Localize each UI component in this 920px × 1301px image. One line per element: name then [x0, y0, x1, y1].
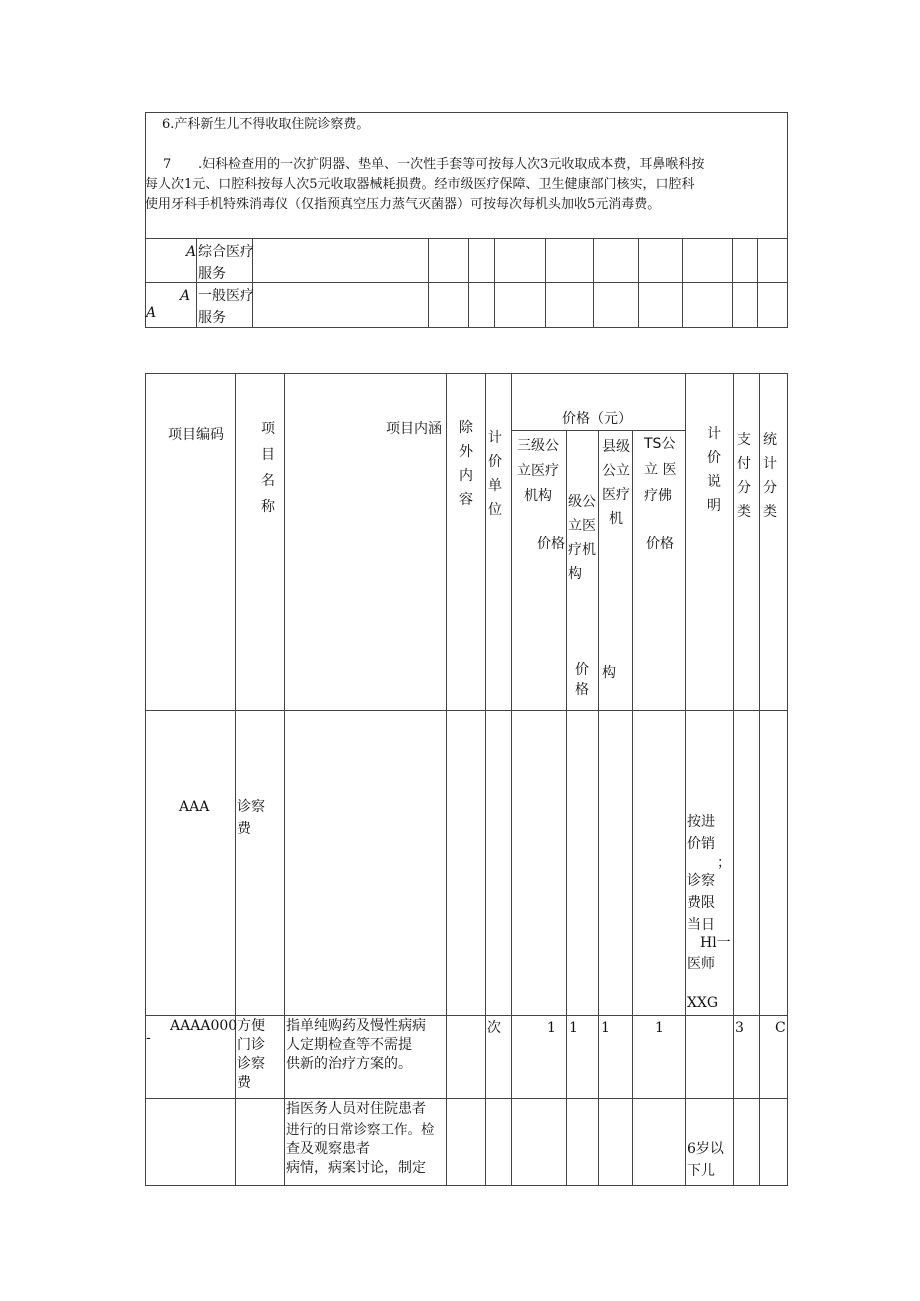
row-content-2: 人定期检查等不需提 — [286, 1037, 412, 1053]
row-desc-4: Hl一 — [700, 935, 731, 951]
row-dash: - — [146, 1030, 151, 1046]
top-col-line — [545, 238, 546, 328]
col-line — [685, 373, 686, 1186]
row-price-3: 1 — [601, 1020, 610, 1036]
col-line — [284, 373, 285, 1186]
row-desc-2: ； — [717, 855, 731, 871]
note-7-line-2: 每人次1元、口腔科按每人次5元收取器械耗损费。经市级医疗保障、卫生健康部门核实，口腔科 — [145, 177, 695, 192]
header-name: 项目名称 — [261, 421, 275, 515]
col-line — [733, 373, 734, 1186]
header-col2: 级公立医疗机构 — [568, 494, 596, 582]
header-unit: 计价单位 — [488, 430, 502, 518]
header-content: 项目内涵 — [386, 421, 442, 437]
row-price-4: 1 — [655, 1020, 664, 1036]
header-col1-line2: 立医疗 — [517, 463, 559, 479]
row-divider — [145, 1098, 788, 1099]
top-row-2-code-b: A — [146, 305, 157, 321]
row-content-2: 进行的日常诊察工作。检 — [286, 1122, 435, 1138]
header-col1-line3: 机构 — [524, 488, 552, 504]
header-exclude: 除外内容 — [459, 420, 473, 508]
row-desc: 6岁以下儿 — [687, 1141, 724, 1179]
top-col-line — [494, 238, 495, 328]
row-divider — [145, 1015, 788, 1016]
row-content-3: 供新的治疗方案的。 — [286, 1056, 412, 1072]
col-line — [759, 373, 760, 1186]
row-content-1: 指单纯购药及慢性病病 — [286, 1018, 426, 1034]
notes-divider — [145, 238, 788, 239]
row-content-1: 指医务人员对住院患者 — [286, 1101, 426, 1117]
header-col3: 县级公立医疗机 — [602, 439, 630, 527]
top-col-line — [196, 238, 197, 328]
col-line — [511, 373, 512, 1186]
header-col3-end: 构 — [602, 665, 616, 681]
price-col-line — [632, 430, 633, 1186]
top-col-line — [428, 238, 429, 328]
note-7-number: 7 — [163, 157, 172, 172]
row-content-4: 病情，病案讨论，制定 — [286, 1160, 426, 1176]
top-row-1-code: A — [186, 244, 197, 260]
row-price-1: 1 — [547, 1020, 556, 1036]
note-7-line-3: 使用牙科手机特殊消毒仪（仅指预真空压力蒸气灭菌器）可按每次每机头加收5元消毒费。 — [145, 197, 661, 212]
top-col-line — [682, 238, 683, 328]
top-row-1-name: 综合医疗服务 — [198, 244, 254, 282]
note-6: 6.产科新生儿不得收取住院诊察费。 — [162, 117, 370, 132]
header-col4-line3: 疗佛 — [644, 488, 672, 504]
top-col-line — [638, 238, 639, 328]
header-col4-line2: 立 医 — [644, 462, 677, 478]
row-desc-1: 按进价销 — [687, 814, 715, 852]
row-desc-5: 医师 — [687, 956, 715, 972]
price-col-line — [566, 430, 567, 1186]
header-col4-price: 价格 — [646, 536, 674, 552]
top-col-line — [593, 238, 594, 328]
header-stat: 统计分类 — [763, 432, 777, 520]
header-col1-line1: 三级公 — [517, 438, 559, 454]
top-row-2-name: 一般医疗服务 — [198, 288, 254, 326]
header-code: 项目编码 — [168, 427, 224, 443]
row-code: AAA — [179, 799, 210, 815]
row-unit: 次 — [487, 1020, 501, 1036]
row-content-3: 查及观察患者 — [286, 1141, 370, 1157]
note-7-line-1: .妇科检查用的一次扩阴器、垫单、一次性手套等可按每人次3元收取成本费，耳鼻喉科按 — [198, 157, 705, 172]
top-row-2-code-a: A — [180, 288, 191, 304]
header-desc: 计价说明 — [707, 426, 721, 514]
row-pay: 3 — [735, 1020, 744, 1036]
header-pay: 支付分类 — [737, 432, 751, 520]
header-col2-price: 价格 — [575, 662, 589, 698]
top-col-line — [732, 238, 733, 328]
row-name: 诊察费 — [237, 799, 265, 837]
top-col-line — [757, 238, 758, 328]
row-desc-3: 诊察费限当日 — [687, 873, 715, 933]
header-price: 价格（元） — [562, 411, 632, 427]
row-price-2: 1 — [569, 1020, 578, 1036]
header-col4-line1: TS公 — [644, 436, 676, 452]
row-name: 方便门诊诊察费 — [237, 1018, 265, 1091]
top-col-line — [468, 238, 469, 328]
header-col1-price: 价格 — [537, 536, 565, 552]
col-line — [446, 373, 447, 1186]
row-stat: C — [775, 1020, 786, 1036]
row-desc-6: XXG — [687, 995, 719, 1011]
col-line — [235, 373, 236, 1186]
row-code: AAAA000 — [170, 1018, 238, 1034]
header-bottom-line — [145, 710, 788, 711]
